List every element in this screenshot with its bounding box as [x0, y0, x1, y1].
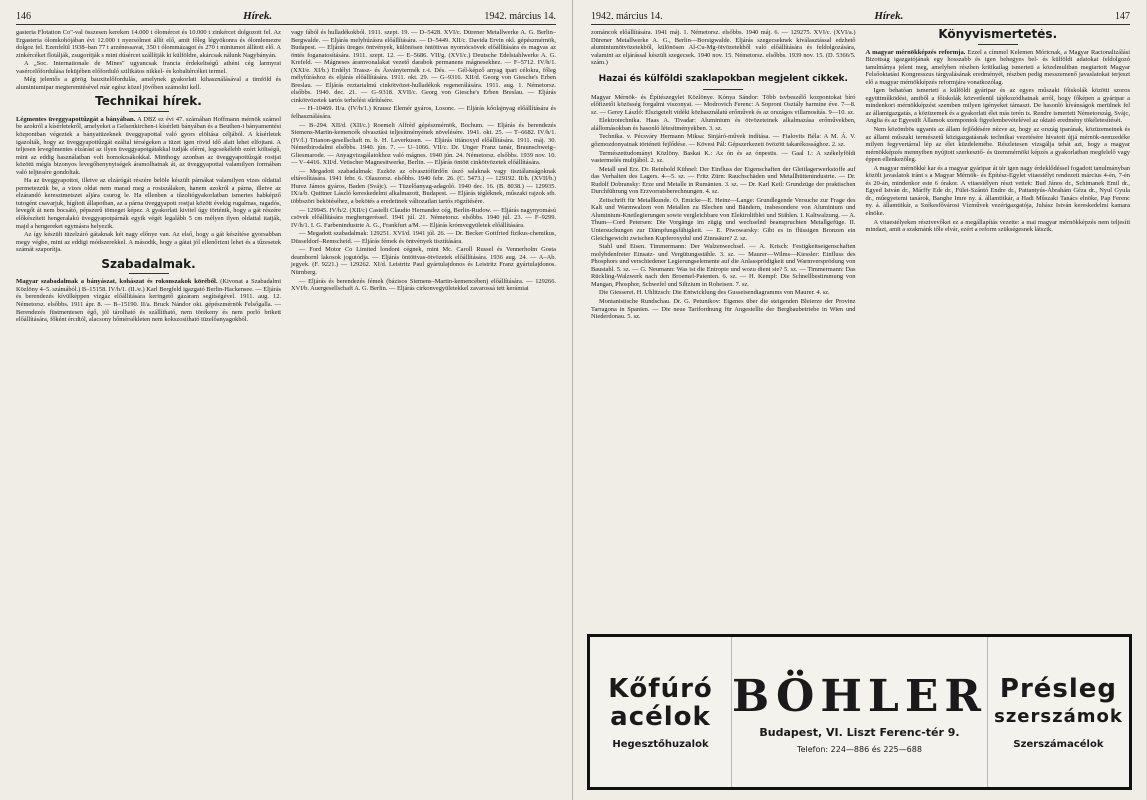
- ad-left-panel: [590, 637, 731, 787]
- paragraph: Nem közömbös ugyanis az állam fejlődésére nézve az, hogy az ország iparának, közüzemeinek és az állami műszaki természetű közigazgatásnak technikai vezetésére hivatott újjá mérnök-nemzedéke milyen fegyvertárral lép az élet küzdelemébe. Részletesen vizsgálja tehát azt, hogy a magyar mérnökképzés mennyiben nyújtott szerkesztő- és üzemmérnöki képzés a gyakorlatban megfelelő vagy éppen ellenkezőleg.: [865, 126, 1130, 164]
- left-column-2: [291, 29, 556, 325]
- ad-right-line2: szerszámok: [994, 705, 1123, 727]
- paragraph: A „Soc. Internationale de Mines" ugyancsak francia érdekeltségű athéni cég larmyrai vasércelőfordulása feküjében előforduló szilikátos nikkel- és kobaltércéket termel.: [16, 60, 281, 75]
- paragraph: vagy fából és hulladékokból. 1911. szept. 19. — D–5428. XVI/c. Dürener Metallwerke A. G. Berlin–Bergwalde. — Eljárás melyhúzásra előállítására. — D–5449. XII/c. Davida Ervin okl. gépészmérnök, Budapest. — Eljárás üreges öntvények, különösen öntöttvas nyomócsövek előállítására és magvas az öntés foganatosítására. 1911. szept. 12. — E–5686. VII/g. (XVI/c.) Deutsche Edelstahlwerke A. G. Krefeld. — Mágneses áramvonalakat vezető darabok permanens mágnesekhez. — F–5712. IV/h/1. (XXI/e. XI/b.) Erdélyi Trassz- és Ásványtermék r.-t. Dés. — Gél-képző anyag ipari célokra, főleg mélyfúráshoz és eljárás előállítására. 1911. okt. 29. — G–9316. XII/d. Georg von Giesche's Erben Breslau. — Eljárás reztartalmú cinkötvözet-hulladékok regenerálására. 1911. aug. 1. Németorsz. elsőbbs. 1940. dec. 21. — G–9318. XVII/c. Georg von Giesche's Erben Breslau. — Eljárás cinkötvözetek tartós terhelési sűrítésére.: [291, 29, 556, 104]
- running-title: Hírek.: [243, 10, 273, 22]
- paragraph: Montanistische Rundschau. Dr. G. Petunikov: Eigenes über die steigenden Bleierze der Provinz Tarragona in Spanien. — Die neue Tarifordnung für Angestellte der Bergbaubetriebe in Wien und Niederdonau. 5. sz.: [591, 297, 856, 321]
- ad-left-line1: Kőfúró: [608, 673, 713, 704]
- paragraph: Magyar Mérnök- és Építészegylet Közlönye. Kónya Sándor: Több tsvbeszélő kozpontokat bíró előfizetői közösség forgalmi viszonyai. — Modrovich Ferenc: A Soproni Osztály harmine éve. 7—8. sz. — Gerey László: Elszigetelt vidéki közhasználatú erőművek és az országos villamosítás. 9—10. sz.: [591, 93, 856, 116]
- right-columns: [591, 29, 1130, 494]
- section-heading-konyvismertetes: Könyvismertetés.: [938, 29, 1058, 41]
- divider: [703, 89, 743, 90]
- right-column-2: [866, 29, 1131, 494]
- right-page-header: [591, 10, 1130, 25]
- left-columns: [16, 29, 556, 325]
- ad-address: Budapest, VI. Liszt Ferenc-tér 9.: [759, 725, 960, 739]
- right-column-1: [591, 29, 856, 494]
- section-heading-folyoiratok: Hazai és külföldi szaklapokban megjelent cikkek.: [598, 73, 848, 84]
- paragraph: Elektrotechnika. Haas A. Tivadar: Aluminium és ötvözeteinek alkalmazása erőművekben, alállomásokban és hasonló létesítményekben. 3. sz.: [591, 117, 856, 132]
- ad-right-caption: Szerszámacélok: [1013, 738, 1104, 750]
- paragraph: — Megadott szabadalmak: Eszköz az olvasztófürdőn úszó salaknak vagy tisztálanságoknak eltávolítására. 1941 febr. 6. Olaszorsz. elsőbbs. 1940 febr. 26. (C. 5473.) — 129192. II/h. (XVII/b.) Hurez Jámos gyáros, Baden (Svájc). — Tüzelőanyag-adagoló. 1940 dec. 16. (B. 8038.) — 129935. IX/a/b. Quittner László kereskedelmi alkalmazott, Budapest. — Eljárás tégléknek, műszaki rajzok stb. többszöri bekötéséhez, a bekötés a eredetinek változatlan tartós rögzítésére.: [291, 167, 556, 206]
- issue-date: 1942. március 14.: [591, 11, 663, 22]
- ad-brand-logo: BÖHLER: [732, 670, 987, 722]
- ad-left-caption: Hegesztőhuzalok: [612, 738, 709, 750]
- page-number: 147: [1115, 11, 1130, 22]
- paragraph: (Kivonat a Szabadalmi Közlöny 4–5. számából.) B–15158. IV/h/1. (II./e.) Karl Bergfeld igazgató Berlin-Hackensee. — Eljárás és berendezés kívülképpen vízgáz előállítására keringető gázáram segítségével. 1911. aug. 12. Németorsz. elsőbbs. 1911 ápr. 8. — B–15190. II/a. Bruck Nándor oki. gépészmérnök Felsőgalla. — Berendezés füstmentesen égő, jól tárolható és szállítható, nem törékeny és nem porló brikett előállítására, főként ércdtól, alacsony hőmérsékleten nem kokszosítható tüzelőanyagokból.: [16, 278, 282, 324]
- issue-date: 1942. március 14.: [484, 11, 556, 22]
- article-subtitle: A magyar mérnökképzés reformja.: [865, 48, 966, 56]
- paragraph: — 129945. IV/h/2. (XII/c) Castelli Claudio Hernandez cég, Berlin-Rudow. — Eljárás nagynyomású csövek előállítására meghengeréssel. 1941 júl. 21. Németorsz. elsőbbs. 1940 júl. 23. — F–9299. IV/h/1. I. G. Farbenindustrie A. G., Frankfurt a/M. — Eljárás krómvegyületek előállítására.: [291, 206, 556, 229]
- article-subtitle: Magyar szabadalmak a bányászat, kohászat és rokonszakok köréből.: [16, 278, 218, 286]
- article-subtitle: Légmentes üveggyapottűzgát a bányában.: [16, 115, 136, 123]
- ad-center-panel: [731, 637, 988, 787]
- right-page: [573, 0, 1146, 800]
- paragraph: Ha az üveggyapottot, illetve az elzárógát részére belöle készült párnákat valamilyen vizes oldattal permetezzük be, a vizes oldat nem marad meg a rostszálakon, hanem azokról a párna, illetve az elzárandó keresztmetszet aljára csurog le. Ha ellenben a tűzoltógyakorlatban ismertes habképző tutogént csavarjuk, hígított állapotban, az a párna üveggyapott rostjai között évekig rugalmas, ragadós, levegőt át nem bocsátó, pépszerű tömeget képez. A gyakorlati kivitel úgy történik, hogy a gát részére előkészített hengeralakú üveggyapotpárnák egyik végét legalább 5 cm mélyen ilyen oldattal itatják, majd a hengereket egymásra helyezik.: [16, 177, 281, 230]
- ad-right-panel: [988, 637, 1129, 787]
- section-heading-szabadalmak: Szabadalmak.: [101, 256, 196, 271]
- section-heading-technikai: Technikai hírek.: [95, 94, 202, 109]
- paragraph: Stahl und Eisen. Timmermann: Der Walzenwechsel. — A. Krisch: Festigkeitseigenschaften molybdenfreier Einsatz- und Vergütungsstähle. 3. sz. — Maurer—Wilms—Kiessler: Einfluss des Phosphors und verschiedener Legierungselemente auf die Anlassprödigkeit und Warmversprödung von Baustahl. 5. sz. — G. Neumann: Was ist die Entropie und wozu dient sie? 5. sz. — Timmermann: Das Rückling-Walzwerk nach den Broemel-Patenten. 6. sz. — H. Kempf: Die Schnellbestimmung von Mangan, Phosphor, Schwefel und Silizium in Roheisen. 7. sz.: [591, 243, 856, 288]
- paragraph: A magyar mérnökké kar és a magyar gyáripar át tér igen nagy érdeklődéssel fogadott tanulmányban közölt javaslatok iránt s a Magyar Mérnök- és Építész-Egylet vitaestélyt rendezett március 4-én, 7-én és 20-án, mindenkor este 6 órakor. A vitaestélyen részt vettek: Bud János dr., Schimanek Emil dr., Egyed István dr., Márffy Ede dr., Fülei-Szántó Endre dr., Pattantyús-Ábrahám Géza dr., Nyul Gyula dr., műegyetemi tanárok, Banghe Imre ny. á. államtitkár, a Hadi Műszaki Tanács elnöke, Pap Ferenc ny. á. államtitkár, a Székesfővárosi Vízművek vezérigazgatója, Juhász István kereskedelmi kamara elnöke.: [865, 164, 1130, 218]
- paragraph: — Eljárás és berendezés fémek (bázisos Siemens–Martin-kemencében) előállítására. — 129266. XVI/b. Auergesellschaft A. G. Berlin. — Eljárás cirkonvegyületekkel zavarossá tett kerámiai: [291, 277, 556, 293]
- paragraph: Ezzel a címmel Kelemen Móricnak, a Magyar Racionalizálási Bizottság igazgatójának egy hosszabb és igen behegyes bel- és külföldi adatokat feldolgozó tanulmánya jelent meg, amelyben részben kritikailag ismerteti a közelmultban megtartott Magyar Felsőoktatási Kongresszus tárgyalásának eredményét, részben pedig messzemenő javaslatokat terjeszt elő a magyar mérnökképzés reformjára vonatkozólag.: [865, 48, 1130, 86]
- paragraph: zománcok előállítására. 1941 máj. 1. Németorsz. elsőbbs. 1940 máj. 6. — 129275. XVI/c. (XVI/a.) Dürener Metallwerke A. G., Berlin—Borsigwalde. Eljárás szegecseknek kiválasztással edzhető aluminiumötvözetekből, különösen Al-Cu-Mg-ötvözetekből való előállítására és feldolgozására, valamint az eljárással készült szegecsek. 1940 nov. 15. Németorsz. elsőbbs. 1939 nov. 15. (D. 5366/5. szám.): [591, 29, 856, 67]
- paragraph: Technika. v. Pécsváry Hermann Miksa: Sinjáró-művek indítása. — Fialovits Béla: A M. Á. V. gőzmozdonyainak történeti fejlődése. — Kövesi Pál: Gépszerkezeti övözött takarékossághoz. 2. sz.: [591, 133, 856, 149]
- divider: [129, 273, 169, 274]
- left-page-header: [16, 10, 556, 25]
- paragraph: Die Giesserei. H. Uhlitzsch: Die Entwicklung des Gusseisendiagramms von Maurer. 4. sz.: [599, 289, 830, 297]
- running-title: Hírek.: [874, 10, 904, 22]
- page-number: 146: [16, 11, 31, 22]
- paragraph: Metall und Erz. Dr. Reinhold Kühnel: Der Einfluss der Eigenschaften der Gleitlagerwerkstoffe auf das Verhalten des Lagers. 4—5. sz. — Fritz Zürn: Rauchschäden und Metallhüttenindustrie. — Dr. Rudolf Dobransky: Erze und Metalle in Rumänien. 3. sz. — Dr. Karl Keil: Grundzüge der praktischen Durchführung von Erzvorratsberechnungen. 4. sz.: [591, 165, 856, 196]
- left-column-1: [16, 29, 281, 325]
- ad-right-line1: Présleg: [999, 673, 1118, 704]
- paragraph: Igen behatóan ismerteti a külföldi gyáripar és az egyes műszaki főiskolák közötti szoros együttműködést, amiből a főiskolák közvetlenül tájékozódhatnak arról, hogy főképen a gyáripar a mindenkori mérnökképzést szemben milyen igényeket támaszt. De hasonló kívánságok merülnek fel az államigazgatás, a közüzemek és a gyakorlati élet más terén is. Rendre ismerteti Németország, Svájc, Anglia és az Egyesült Államok szempontok figyelembevételével az oktató eredmény tökéletesítését.: [865, 87, 1130, 125]
- divider: [129, 111, 169, 112]
- ad-telephone: Telefon: 224—886 és 225—688: [797, 744, 922, 754]
- paragraph: Természettudományi Közlöny. Baskai K.: Az ón és az ónpestis. — Gaal I.: A székelyföldi vastermelés multjából. 2. sz.: [591, 149, 856, 165]
- left-page: [0, 0, 573, 800]
- ad-left-line2: acélok: [610, 701, 711, 732]
- paragraph: gasteria Flotation Co"-val összesen kereken 14.000 t ólomércet és 10.000 t zinkércet dolgozott fel. Az Ergasteria ólomkohójában évi 12.000 t nyersólmot állít elő, amit főleg légyökonra és ólomlemezre dolgoz fel. Ezenfelül 1938–ban 77 t arzénessavat, 350 t ólommázagot és 270 t miniumot állított elő. A zinkércéket flotálják, zsugorítják s mint dúsércet szállítják ki külföldre, akárcsak nálunk Nagybányán.: [16, 29, 281, 59]
- paragraph: — B–294. XII/d. (XII/c.) Roemeli Alfréd gépészmérnök, Bochum. — Eljárás és berendezés Siemens-Martin-kemencék olvasztási teljesítményének növelésére. 1941. okt. 25. — T–6682. IV/h/1. (IV/l.) Trianon-gesellschaft m. b. H. Leverkusen. — Eljárás titánoxyd előállítására. 1911. máj. 30. Németbirodalmi elsőbbs. 1940. jún. 7. — U–1066. VII/c. Dr. Unger Franz tanár, Braunschweig–Gliesmarode. — Anyagvizsgálatokhoz való mágnes. 1940 jún. 24. Németorsz. elsőbbs. 1939 nov. 10. — V–4416. XII/d. Vetischer Magnesitwerke, Berlin. — Eljárás öntött cinkötvözetek előállítására.: [291, 121, 556, 167]
- paragraph: Még jelentős a görög bauxitelőfordulás, amelynek gyakorlati kihasználásával a timföld és aluminiumipar megteremtésével már egész közel jövőben számolni kell.: [16, 76, 281, 91]
- bohler-advertisement: [587, 634, 1132, 790]
- paragraph: Az így készült tüzelzáró gátaknak két nagy előnye van. Az első, hogy a gát készítése gyorsabban megy végbe, mint az eddigi módszerekkel. A második, hogy a gátat jól ellenőrizni lehet és a tűzesetek számát szaporítja.: [16, 231, 281, 254]
- paragraph: — Megadott szabadalmak: 129251. XVI/d. 1941 júl. 26. — Dr. Becker Gottfried fizikus-chemikus, Düsseldorf–Remscheid. — Eljárás fémek és öntvények tisztítására.: [291, 230, 556, 245]
- paragraph: Zeitschrift für Metallkunde. O. Emicke—E. Heinz—Lange: Grundlegende Versuche zur Frage des Kalt und Warmwalzen von Metallen zu Blechen und Bändern, insbesondere von Aluminium und Aluminium-Knetlegierungen sowie vergleichbare von Elektrolitblei und Stählen. I. Kaltwalzung. — A. Thum—Cord Petersen: Die Vorgänge im zügig und wechselnd beanspruchten Metallgefüge. II. Untersuchungen zur Dämpfungsfähigkeit. — E. Piwowarsky: Gibt es in flüssigen Bronzen ein Gleichgewicht zwischen Kupferoxydul und Zinnsäure? 2. sz.: [591, 196, 856, 242]
- paragraph: — Ford Motor Co Limited londoni cégnek, mint Mc. Caroll Russel és Vennerholm Gosta deambornl lakosok jogutódja. — Eljárás öntöttvas-ötvözetek előállítására. 1936 aug. 24. — A–Ab. jegyek. (F. 9221.) — 129262. XI/d. Leistritz Paul gyártulajdonos és Leistritz Franz gyártulajdonos. Nürnberg.: [291, 246, 556, 276]
- paragraph: A vitaestélyeken résztvevőket ez a megállapítás vezette: a mai magyar mérnökképzés nem teljesíti mindazt, amit a szakmánk tőle elvár, ezért a reform szükségesnek látszik.: [865, 218, 1130, 234]
- divider: [978, 44, 1018, 45]
- paragraph: A DBZ ez évi 47. számában Hoffmann mérnök számol be azokról a kísérletekről, amelyeket a Gelsenkirchen-i kísérleti bányában és a Beuthen-i bányamentési központban végeztek a bányatüzeknek üveggyapottal való gyors elöltása céljából. A kísérletek igazolták, hogy az üveggyapottűzgát ezáltal térségeken a tüzet igen rövid idő alatt lehet elfojtani. A teljesen levegőmentes elzárást az ilyen üveggyapotgátakkal tudják elérni, legcsekélebb ezért költségű, mint az eddig használatban volt homokzsákokkal. Minthogy azonban az üveggyapottűzgát rostjai közötti mégis bizonyos levegőhenynyiségek áramolhatnak át, az üveggyapottal valamilyen formában való teljtesére gondoltak.: [16, 115, 281, 176]
- paragraph: — H–10469. II/a. (IV/h/1.) Krausz Elemér gyáros, Losonc. — Eljárás kőolajnyag előállítására és felhasználására.: [291, 105, 556, 121]
